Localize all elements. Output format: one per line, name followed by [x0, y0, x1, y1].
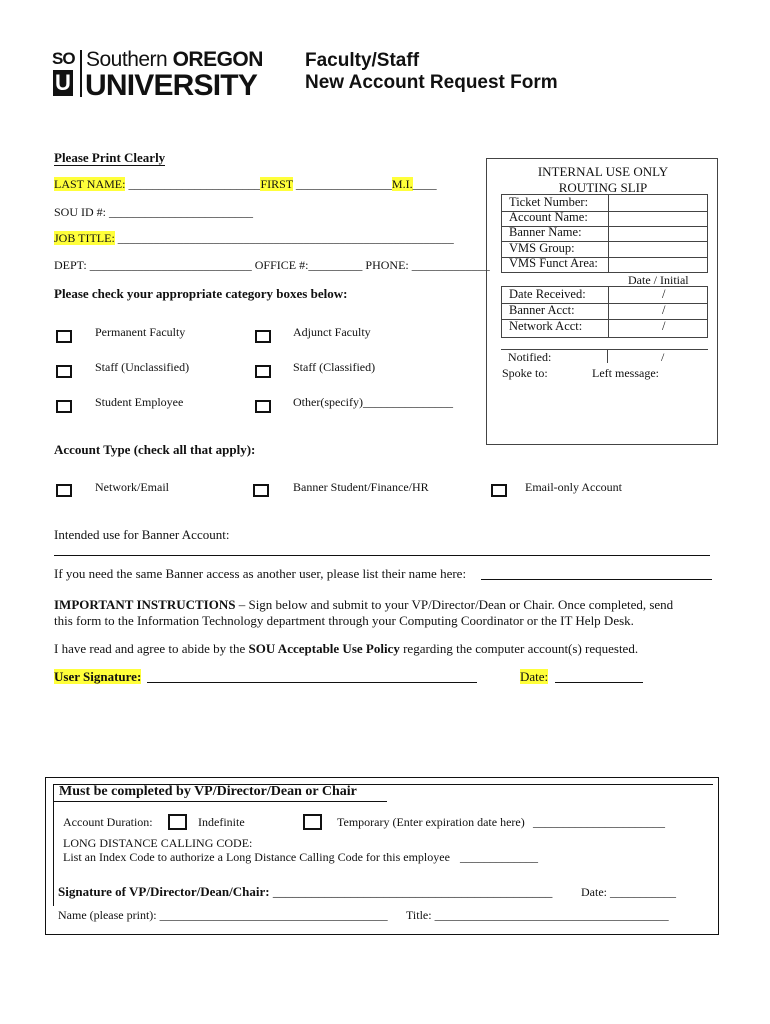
user-date-label: Date:: [520, 669, 549, 684]
banner-acct-label: Banner Acct:: [509, 303, 575, 317]
permanent-faculty-label: Permanent Faculty: [95, 325, 186, 339]
email-only-checkbox[interactable]: [491, 484, 507, 497]
account-name-label: Account Name:: [509, 210, 588, 224]
logo-u-text: U: [53, 70, 73, 96]
expiration-date-field[interactable]: ______________________: [533, 815, 665, 829]
vp-date-field[interactable]: Date: ___________: [581, 885, 676, 899]
category-heading: Please check your appropriate category boxes below:: [54, 286, 348, 301]
left-message-label: Left message:: [592, 366, 659, 380]
same-access-label: If you need the same Banner access as another user, please list their name here:: [54, 566, 467, 581]
first-name-label: FIRST: [260, 177, 293, 191]
same-access-line: [54, 566, 466, 582]
date-received-row[interactable]: [502, 287, 707, 304]
user-signature-line: [54, 669, 141, 685]
account-duration-label: Account Duration:: [63, 815, 153, 829]
network-acct-label: Network Acct:: [509, 319, 583, 333]
user-signature-field[interactable]: [147, 682, 477, 683]
banner-acct-slash: /: [662, 303, 666, 317]
network-email-checkbox[interactable]: [56, 484, 72, 497]
name-line: [54, 177, 437, 192]
other-specify-field[interactable]: Other(specify)_______________: [293, 395, 453, 409]
user-date-field[interactable]: [555, 682, 643, 683]
last-name-field[interactable]: ______________________: [125, 177, 261, 191]
staff-classified-checkbox[interactable]: [255, 365, 271, 378]
banner-acct-row[interactable]: [502, 303, 707, 320]
staff-unclassified-checkbox[interactable]: [56, 365, 72, 378]
important-heading: IMPORTANT INSTRUCTIONS: [54, 597, 236, 612]
notified-slash: /: [661, 350, 665, 364]
account-type-heading: Account Type (check all that apply):: [54, 442, 256, 457]
dept-office-phone-field[interactable]: DEPT: ___________________________ OFFICE #:_________ PHONE: _____________: [54, 258, 490, 272]
mi-label: M.I.: [391, 177, 413, 191]
vp-signature-line: [58, 884, 552, 900]
user-signature-label: User Signature:: [54, 669, 142, 684]
vp-title-field[interactable]: Title: _______________________________________: [406, 908, 669, 922]
temporary-label: Temporary (Enter expiration date here): [337, 815, 525, 829]
banner-label: Banner Student/Finance/HR: [293, 480, 429, 494]
banner-name-row[interactable]: [502, 225, 707, 242]
approval-heading-rule: [53, 801, 387, 802]
vms-group-label: VMS Group:: [509, 241, 575, 255]
agree-pre: I have read and agree to abide by the: [54, 641, 249, 656]
notified-label: Notified:: [508, 350, 552, 364]
ticket-number-label: Ticket Number:: [509, 195, 589, 209]
important-instructions-line1: [54, 597, 673, 613]
logo-so-text: SO: [52, 49, 75, 68]
form-title-line1: Faculty/Staff: [305, 50, 420, 71]
banner-checkbox[interactable]: [253, 484, 269, 497]
approval-heading: Must be completed by VP/Director/Dean or Chair: [59, 784, 357, 799]
form-title-line2: New Account Request Form: [305, 72, 558, 93]
student-employee-checkbox[interactable]: [56, 400, 72, 413]
logo-divider: [80, 50, 82, 97]
last-name-label: LAST NAME:: [54, 177, 126, 191]
acceptable-use-policy: SOU Acceptable Use Policy: [248, 641, 400, 656]
indefinite-checkbox[interactable]: [168, 814, 187, 830]
email-only-label: Email-only Account: [525, 480, 622, 494]
user-date-line: [520, 669, 548, 685]
spoke-to-label: Spoke to:: [502, 366, 548, 380]
banner-name-label: Banner Name:: [509, 225, 582, 239]
staff-classified-label: Staff (Classified): [293, 360, 376, 374]
other-checkbox[interactable]: [255, 400, 271, 413]
important-text2: this form to the Information Technology department through your Computing Coordinator or the IT Help Desk.: [54, 613, 634, 628]
adjunct-faculty-label: Adjunct Faculty: [293, 325, 371, 339]
indefinite-label: Indefinite: [198, 815, 245, 829]
routing-slip-heading: ROUTING SLIP: [558, 180, 648, 195]
date-received-slash: /: [662, 287, 666, 301]
vp-name-field[interactable]: Name (please print): ______________________________________: [58, 908, 388, 922]
routing-slip: [486, 158, 718, 445]
date-received-label: Date Received:: [509, 287, 586, 301]
sou-id-field[interactable]: SOU ID #: ________________________: [54, 205, 254, 219]
agree-post: regarding the computer account(s) requested.: [399, 641, 639, 656]
notified-vline: [607, 349, 608, 363]
intended-use-label: Intended use for Banner Account:: [54, 527, 230, 542]
logo-mark: [52, 50, 76, 98]
job-title-label: JOB TITLE:: [54, 231, 115, 245]
job-title-field[interactable]: ________________________________________________________: [114, 231, 454, 245]
same-access-field[interactable]: [481, 579, 712, 580]
routing-dates-table: [501, 286, 708, 338]
adjunct-faculty-checkbox[interactable]: [255, 330, 271, 343]
temporary-checkbox[interactable]: [303, 814, 322, 830]
network-email-label: Network/Email: [95, 480, 169, 494]
important-text1: – Sign below and submit to your VP/Director/Dean or Chair. Once completed, send: [235, 597, 674, 612]
staff-unclassified-label: Staff (Unclassified): [95, 360, 190, 374]
job-title-line: [54, 231, 454, 246]
print-clearly-heading: Please Print Clearly: [54, 150, 166, 165]
logo-southern: Southern: [86, 48, 173, 71]
network-acct-row[interactable]: [502, 319, 707, 335]
vms-funct-area-row[interactable]: [502, 256, 707, 272]
internal-use-heading: INTERNAL USE ONLY: [537, 164, 669, 179]
vp-signature-field[interactable]: ___________________________________________: [269, 884, 553, 899]
index-code-label: List an Index Code to authorize a Long Distance Calling Code for this employee: [63, 850, 450, 864]
student-employee-label: Student Employee: [95, 395, 184, 409]
network-acct-slash: /: [662, 319, 666, 333]
intended-use-field[interactable]: [54, 555, 710, 556]
long-distance-heading: LONG DISTANCE CALLING CODE:: [63, 836, 253, 850]
vms-funct-area-label: VMS Funct Area:: [509, 256, 598, 270]
logo-university: UNIVERSITY: [85, 69, 258, 102]
index-code-field[interactable]: _____________: [460, 850, 538, 864]
routing-fields-table: [501, 194, 708, 273]
agree-statement: [54, 641, 638, 657]
logo-oregon: OREGON: [172, 48, 263, 71]
first-name-field[interactable]: ________________: [292, 177, 392, 191]
date-initial-header: Date / Initial: [628, 273, 689, 287]
vp-signature-label: Signature of VP/Director/Dean/Chair:: [58, 884, 270, 899]
permanent-faculty-checkbox[interactable]: [56, 330, 72, 343]
mi-field[interactable]: ____: [412, 177, 437, 191]
